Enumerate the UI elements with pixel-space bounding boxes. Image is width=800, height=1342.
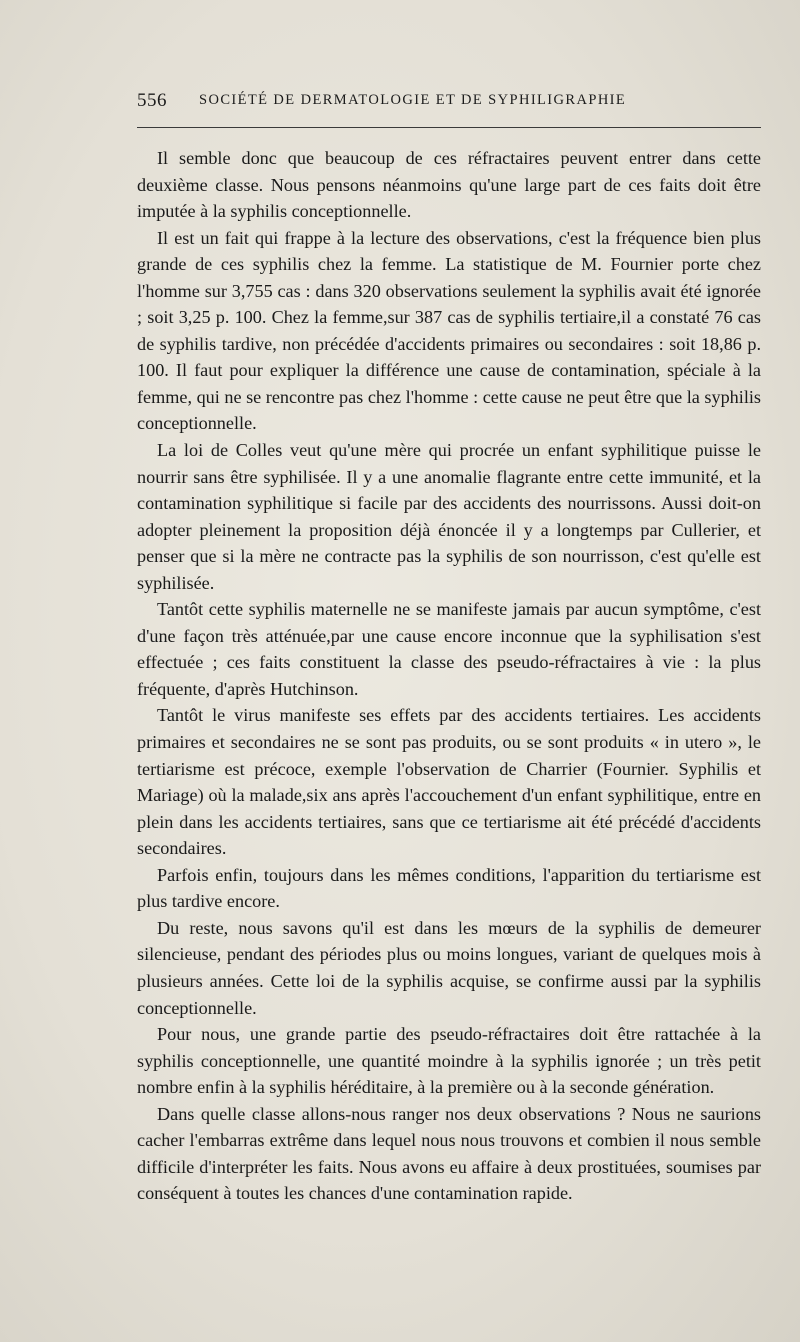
page-header bbox=[137, 90, 761, 114]
page-number: 556 bbox=[137, 90, 167, 111]
paragraph: Tantôt cette syphilis maternelle ne se manifeste jamais par aucun symptôme, c'est d'une façon très atténuée,par une cause encore inconnue que la syphilisation s'est effectuée ; ces faits constituent la classe des pseudo-réfractaires à vie : la plus fréquente, d'après Hutchinson. bbox=[137, 599, 761, 699]
paragraph: Du reste, nous savons qu'il est dans les mœurs de la syphilis de demeurer silencieuse, pendant des périodes plus ou moins longues, variant de quelques mois à plusieurs années. Cette loi de la syphilis acquise, se confirme aussi par la syphilis conceptionnelle. bbox=[137, 917, 761, 1018]
paragraph: Parfois enfin, toujours dans les mêmes conditions, l'apparition du tertiarisme est plus tardive encore. bbox=[137, 864, 761, 912]
body-text bbox=[137, 145, 761, 1207]
running-title: SOCIÉTÉ DE DERMATOLOGIE ET DE SYPHILIGRAPHIE bbox=[199, 92, 627, 108]
paragraph: Dans quelle classe allons-nous ranger nos deux observations ? Nous ne saurions cacher l'embarras extrême dans lequel nous nous trouvons et combien il nous semble difficile d'interpréter les faits. Nous avons eu affaire à deux prostituées, soumises par conséquent à toutes les chances d'une contamination rapide. bbox=[137, 1103, 761, 1204]
paragraph: Il est un fait qui frappe à la lecture des observations, c'est la fréquence bien plus grande de ces syphilis chez la femme. La statistique de M. Fournier porte chez l'homme sur 3,755 cas : dans 320 observations seulement la syphilis avait été ignorée ; soit 3,25 p. 100. Chez la femme,sur 387 cas de syphilis tertiaire,il a constaté 76 cas de syphilis tardive, non précédée d'accidents primaires ou secondaires : soit 18,86 p. 100. Il faut pour expliquer la différence une cause de contamination, spéciale à la femme, qui ne se rencontre pas chez l'homme : cette cause ne peut être que la syphilis conceptionnelle. bbox=[137, 227, 761, 434]
paragraph: Il semble donc que beaucoup de ces réfractaires peuvent entrer dans cette deuxième classe. Nous pensons néanmoins qu'une large part de ces faits doit être imputée à la syphilis conceptionnelle. bbox=[137, 148, 761, 222]
paragraph: Pour nous, une grande partie des pseudo-réfractaires doit être rattachée à la syphilis conceptionnelle, une quantité moindre à la syphilis ignorée ; un très petit nombre enfin à la syphilis héréditaire, à la première ou à la seconde génération. bbox=[137, 1024, 761, 1098]
paragraph: Tantôt le virus manifeste ses effets par des accidents tertiaires. Les accidents primaires et secondaires ne se sont pas produits, ou se sont produits « in utero », le tertiarisme est précoce, exemple l'observation de Charrier (Fournier. Syphilis et Mariage) où la malade,six ans après l'accouchement d'un enfant syphilitique, entre en plein dans les accidents tertiaires, sans que ce tertiarisme ait été précédé d'accidents secondaires. bbox=[137, 705, 761, 859]
paragraph: La loi de Colles veut qu'une mère qui procrée un enfant syphilitique puisse le nourrir sans être syphilisée. Il y a une anomalie flagrante entre cette immunité, et la contamination syphilitique si facile par des accidents des nourrissons. Aussi doit-on adopter pleinement la proposition déjà énoncée il y a longtemps par Cullerier, et penser que si la mère ne contracte pas la syphilis de son nourrisson, c'est qu'elle est syphilisée. bbox=[137, 440, 761, 593]
header-rule bbox=[137, 127, 761, 128]
